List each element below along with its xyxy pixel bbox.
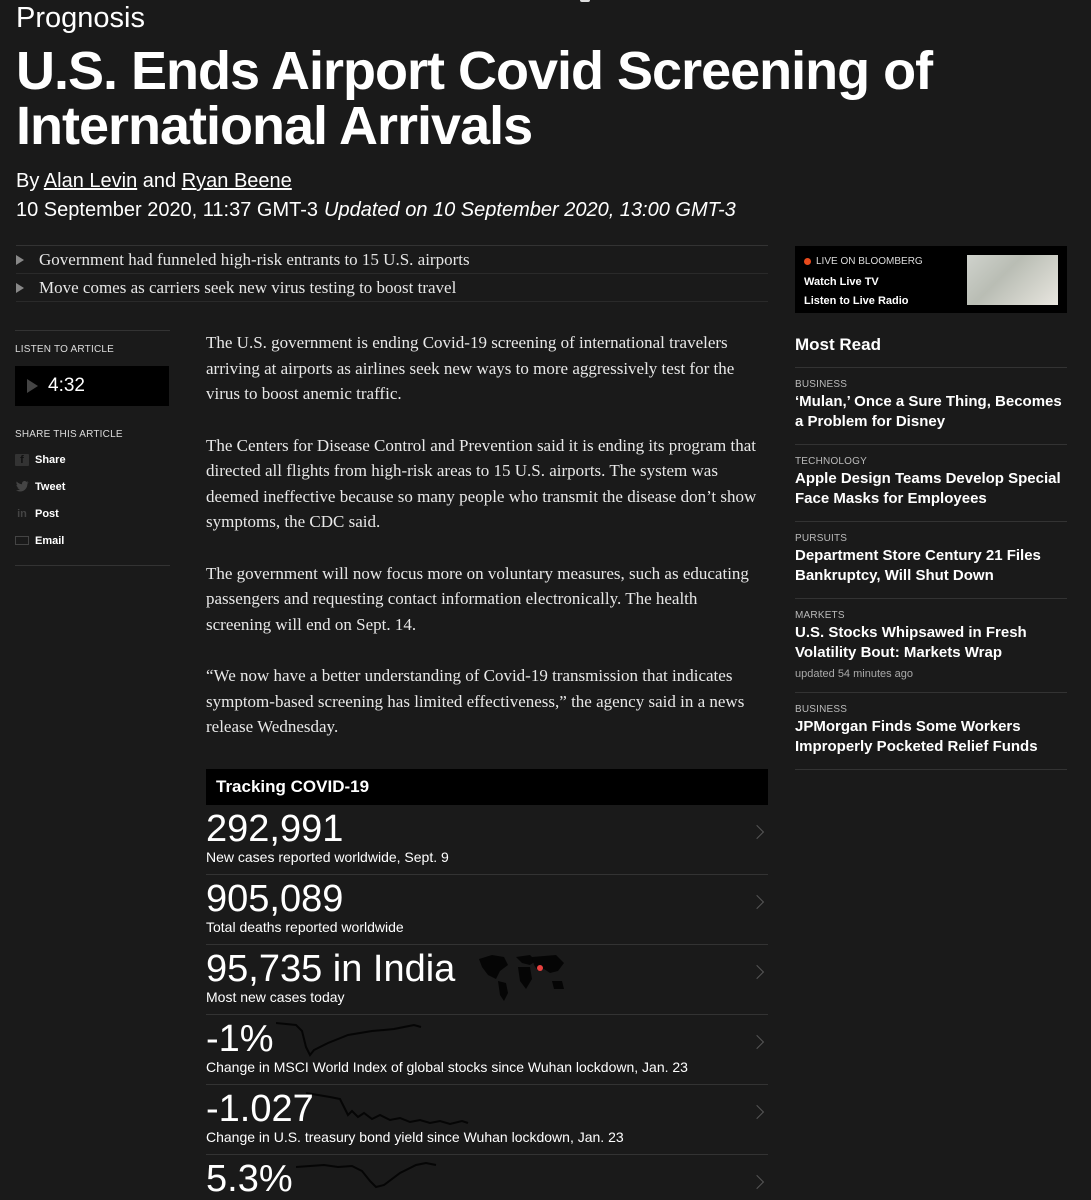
updated-date: Updated on 10 September 2020, 13:00 GMT-3 <box>324 199 736 221</box>
most-read-item[interactable] <box>795 368 1067 445</box>
most-read-category: BUSINESS <box>795 704 848 715</box>
most-read-headline[interactable]: U.S. Stocks Whipsawed in Fresh Volatility Bout: Markets Wrap <box>795 624 1027 661</box>
article-headline: U.S. Ends Airport Covid Screening of International Arrivals <box>16 41 933 156</box>
published-date: 10 September 2020, 11:37 GMT-3 <box>16 199 319 221</box>
most-read-category: BUSINESS <box>795 379 848 390</box>
top-nav-fragment <box>580 0 590 2</box>
treasury-sparkline <box>306 1089 471 1129</box>
tracker-value: 292,991 <box>206 808 344 850</box>
listen-live-radio-link[interactable]: Listen to Live Radio <box>804 295 909 307</box>
tracker-value: -1.027 <box>206 1088 314 1130</box>
byline-prefix: By <box>16 170 40 192</box>
play-icon <box>27 379 38 393</box>
covid-tracker <box>206 769 768 1200</box>
chevron-right-icon <box>750 1175 764 1189</box>
most-read-item[interactable] <box>795 522 1067 599</box>
dateline <box>16 199 736 222</box>
tracker-title: Tracking COVID-19 <box>206 769 768 805</box>
most-read-headline[interactable]: ‘Mulan,’ Once a Sure Thing, Becomes a Problem for Disney <box>795 393 1062 430</box>
share-email-button[interactable] <box>15 527 170 554</box>
tracker-row[interactable] <box>206 1085 768 1155</box>
most-read-panel <box>795 335 1067 770</box>
summary-bullet <box>16 246 768 274</box>
article-paragraph: “We now have a better understanding of Covid-19 transmission that indicates symptom-based screening has limited effectiveness,” the agency said in a news release Wednesday. <box>206 666 745 736</box>
article-paragraph: The government will now focus more on voluntary measures, such as educating passengers and requesting contact information electronically. The health screening will end on Sept. 14. <box>206 563 749 634</box>
linkedin-icon: in <box>17 507 27 520</box>
most-read-category: MARKETS <box>795 610 845 621</box>
live-label <box>804 256 923 267</box>
share-item-label: Post <box>35 507 59 520</box>
chevron-right-icon <box>750 1035 764 1049</box>
chevron-right-icon <box>750 965 764 979</box>
share-list <box>15 446 170 566</box>
tracker-value: -1% <box>206 1018 274 1060</box>
bullet-text: Government had funneled high-risk entrants to 15 U.S. airports <box>39 249 470 269</box>
tracker-desc: Total deaths reported worldwide <box>206 919 404 935</box>
share-item-label: Tweet <box>35 480 66 493</box>
chevron-right-icon <box>750 895 764 909</box>
tracker-value: 95,735 in India <box>206 948 456 990</box>
chevron-right-icon <box>750 825 764 839</box>
section-eyebrow[interactable]: Prognosis <box>16 2 145 34</box>
live-video-thumbnail[interactable] <box>967 255 1058 305</box>
most-read-item[interactable] <box>795 599 1067 693</box>
email-icon <box>15 536 29 545</box>
tracker-value: 5.3% <box>206 1158 293 1200</box>
live-dot-icon <box>804 258 811 265</box>
msci-sparkline <box>276 1017 426 1059</box>
left-rail <box>15 330 170 566</box>
most-read-category: PURSUITS <box>795 533 848 544</box>
tracker-row[interactable] <box>206 1155 768 1200</box>
most-read-headline[interactable]: Department Store Century 21 Files Bankruptcy, Will Shut Down <box>795 547 1041 584</box>
bullet-triangle-icon <box>16 283 24 293</box>
chevron-right-icon <box>750 1105 764 1119</box>
third-sparkline <box>296 1157 441 1197</box>
share-item-label: Share <box>35 453 66 466</box>
article-paragraph: The Centers for Disease Control and Prevention said it is ending its program that directed all flights from high-risk areas to 15 U.S. airports. The system was deemed ineffective because so many people who transmit the disease don’t show symptoms, the CDC said. <box>206 435 757 531</box>
bullet-triangle-icon <box>16 255 24 265</box>
tracker-desc: Change in MSCI World Index of global stocks since Wuhan lockdown, Jan. 23 <box>206 1059 688 1075</box>
share-twitter-button[interactable] <box>15 473 170 500</box>
byline <box>16 170 292 193</box>
tracker-row[interactable] <box>206 875 768 945</box>
audio-player-button[interactable] <box>15 366 169 406</box>
summary-bullet <box>16 274 768 302</box>
tracker-row[interactable] <box>206 945 768 1015</box>
most-read-title: Most Read <box>795 335 1067 368</box>
byline-conj: and <box>142 170 177 192</box>
bullet-text: Move comes as carriers seek new virus testing to boost travel <box>39 277 457 297</box>
facebook-icon: f <box>15 454 29 466</box>
tracker-row[interactable] <box>206 805 768 875</box>
most-read-item[interactable] <box>795 693 1067 770</box>
author-link-2[interactable]: Ryan Beene <box>181 170 292 192</box>
tracker-desc: Most new cases today <box>206 989 345 1005</box>
watch-live-tv-link[interactable]: Watch Live TV <box>804 276 879 288</box>
listen-label: LISTEN TO ARTICLE <box>15 344 114 355</box>
most-read-category: TECHNOLOGY <box>795 456 868 467</box>
share-label: SHARE THIS ARTICLE <box>15 429 123 440</box>
most-read-headline[interactable]: JPMorgan Finds Some Workers Improperly Pocketed Relief Funds <box>795 718 1038 755</box>
tracker-value: 905,089 <box>206 878 344 920</box>
share-facebook-button[interactable] <box>15 446 170 473</box>
share-linkedin-button[interactable] <box>15 500 170 527</box>
most-read-headline[interactable]: Apple Design Teams Develop Special Face Masks for Employees <box>795 470 1061 507</box>
world-map-icon <box>474 951 569 1003</box>
author-link-1[interactable]: Alan Levin <box>43 170 138 192</box>
most-read-updated: updated 54 minutes ago <box>795 668 914 680</box>
article-paragraph: The U.S. government is ending Covid-19 screening of international travelers arriving at airports as airlines seek new ways to more aggressively test for the virus to boost anemic traffic. <box>206 333 735 403</box>
tracker-desc: New cases reported worldwide, Sept. 9 <box>206 849 449 865</box>
tracker-desc: Change in U.S. treasury bond yield since Wuhan lockdown, Jan. 23 <box>206 1129 624 1145</box>
share-item-label: Email <box>35 534 65 547</box>
article-body <box>206 330 766 766</box>
live-label-text: LIVE ON BLOOMBERG <box>816 256 923 267</box>
most-read-item[interactable] <box>795 445 1067 522</box>
tracker-row[interactable] <box>206 1015 768 1085</box>
twitter-icon <box>15 481 29 493</box>
audio-duration: 4:32 <box>48 375 85 396</box>
summary-bullets <box>16 245 768 302</box>
